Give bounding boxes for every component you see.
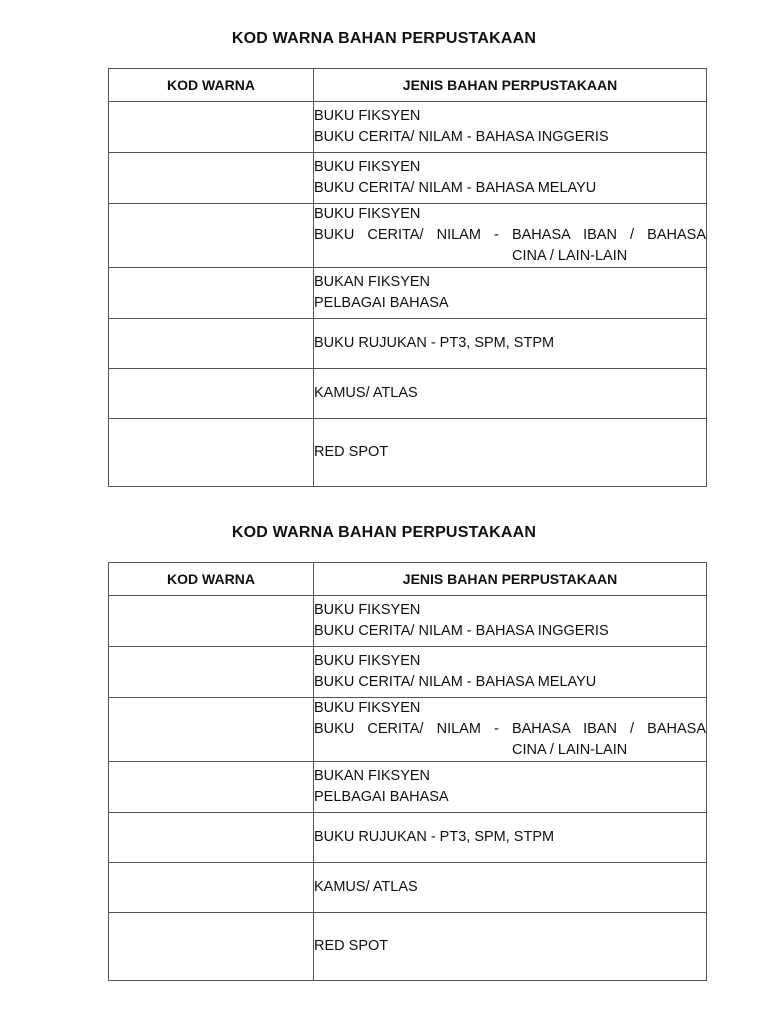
material-line: BUKU CERITA/ NILAM - BAHASA MELAYU	[314, 674, 597, 690]
color-code-cell	[109, 647, 314, 698]
material-line: BUKU FIKSYEN	[314, 653, 421, 669]
material-line: BUKU FIKSYEN	[314, 700, 421, 716]
table-row	[109, 419, 707, 487]
material-line: BUKAN FIKSYEN	[314, 768, 431, 784]
material-line: RED SPOT	[314, 444, 389, 460]
material-line: BUKAN FIKSYEN	[314, 274, 431, 290]
color-code-cell	[109, 813, 314, 863]
material-line: BUKU CERITA/ NILAM - BAHASA MELAYU	[314, 180, 597, 196]
material-line: BUKU CERITA/ NILAM - BAHASA IBAN / BAHASA	[314, 721, 706, 737]
table-row	[109, 863, 707, 913]
material-line: PELBAGAI BAHASA	[314, 789, 449, 805]
table-row	[109, 913, 707, 981]
material-line: BUKU CERITA/ NILAM - BAHASA INGGERIS	[314, 129, 609, 145]
header-code: KOD WARNA	[109, 563, 314, 596]
material-line: BUKU RUJUKAN - PT3, SPM, STPM	[314, 829, 555, 845]
material-line: BUKU FIKSYEN	[314, 108, 421, 124]
material-line: BUKU CERITA/ NILAM - BAHASA INGGERIS	[314, 623, 609, 639]
material-line: BUKU RUJUKAN - PT3, SPM, STPM	[314, 335, 555, 351]
color-code-cell	[109, 419, 314, 487]
table-row	[109, 762, 707, 813]
material-type-cell	[314, 369, 707, 419]
material-line: PELBAGAI BAHASA	[314, 295, 449, 311]
color-code-cell	[109, 596, 314, 647]
material-type-cell	[314, 319, 707, 369]
header-type: JENIS BAHAN PERPUSTAKAAN	[314, 563, 707, 596]
material-line: BUKU FIKSYEN	[314, 159, 421, 175]
table-header-row	[109, 563, 707, 596]
material-type-cell	[314, 102, 707, 153]
material-line: KAMUS/ ATLAS	[314, 385, 418, 401]
table-row	[109, 102, 707, 153]
material-line: BUKU FIKSYEN	[314, 206, 421, 222]
color-code-cell	[109, 762, 314, 813]
section-title: KOD WARNA BAHAN PERPUSTAKAAN	[231, 524, 537, 541]
header-type: JENIS BAHAN PERPUSTAKAAN	[314, 69, 707, 102]
table-row	[109, 647, 707, 698]
material-type-cell	[314, 813, 707, 863]
material-line: CINA / LAIN-LAIN	[512, 248, 628, 264]
table-row	[109, 698, 707, 762]
table-row	[109, 813, 707, 863]
material-line: KAMUS/ ATLAS	[314, 879, 418, 895]
material-type-cell	[314, 419, 707, 487]
material-line: RED SPOT	[314, 938, 389, 954]
color-code-cell	[109, 913, 314, 981]
color-code-cell	[109, 153, 314, 204]
table-row	[109, 596, 707, 647]
color-code-cell	[109, 369, 314, 419]
material-line: BUKU CERITA/ NILAM - BAHASA IBAN / BAHASA	[314, 227, 706, 243]
header-code: KOD WARNA	[109, 69, 314, 102]
table-row	[109, 369, 707, 419]
material-type-cell	[314, 762, 707, 813]
color-code-cell	[109, 204, 314, 268]
table-row	[109, 153, 707, 204]
color-code-table	[108, 562, 707, 981]
section-title: KOD WARNA BAHAN PERPUSTAKAAN	[231, 30, 537, 47]
table-row	[109, 319, 707, 369]
material-type-cell	[314, 153, 707, 204]
material-type-cell	[314, 647, 707, 698]
color-code-cell	[109, 319, 314, 369]
material-type-cell	[314, 698, 707, 762]
material-type-cell	[314, 596, 707, 647]
color-code-cell	[109, 863, 314, 913]
material-line: BUKU FIKSYEN	[314, 602, 421, 618]
material-type-cell	[314, 863, 707, 913]
color-code-cell	[109, 268, 314, 319]
table-row	[109, 268, 707, 319]
color-code-cell	[109, 698, 314, 762]
color-code-cell	[109, 102, 314, 153]
table-row	[109, 204, 707, 268]
material-type-cell	[314, 913, 707, 981]
table-header-row	[109, 69, 707, 102]
material-type-cell	[314, 204, 707, 268]
material-line: CINA / LAIN-LAIN	[512, 742, 628, 758]
material-type-cell	[314, 268, 707, 319]
color-code-table	[108, 68, 707, 487]
